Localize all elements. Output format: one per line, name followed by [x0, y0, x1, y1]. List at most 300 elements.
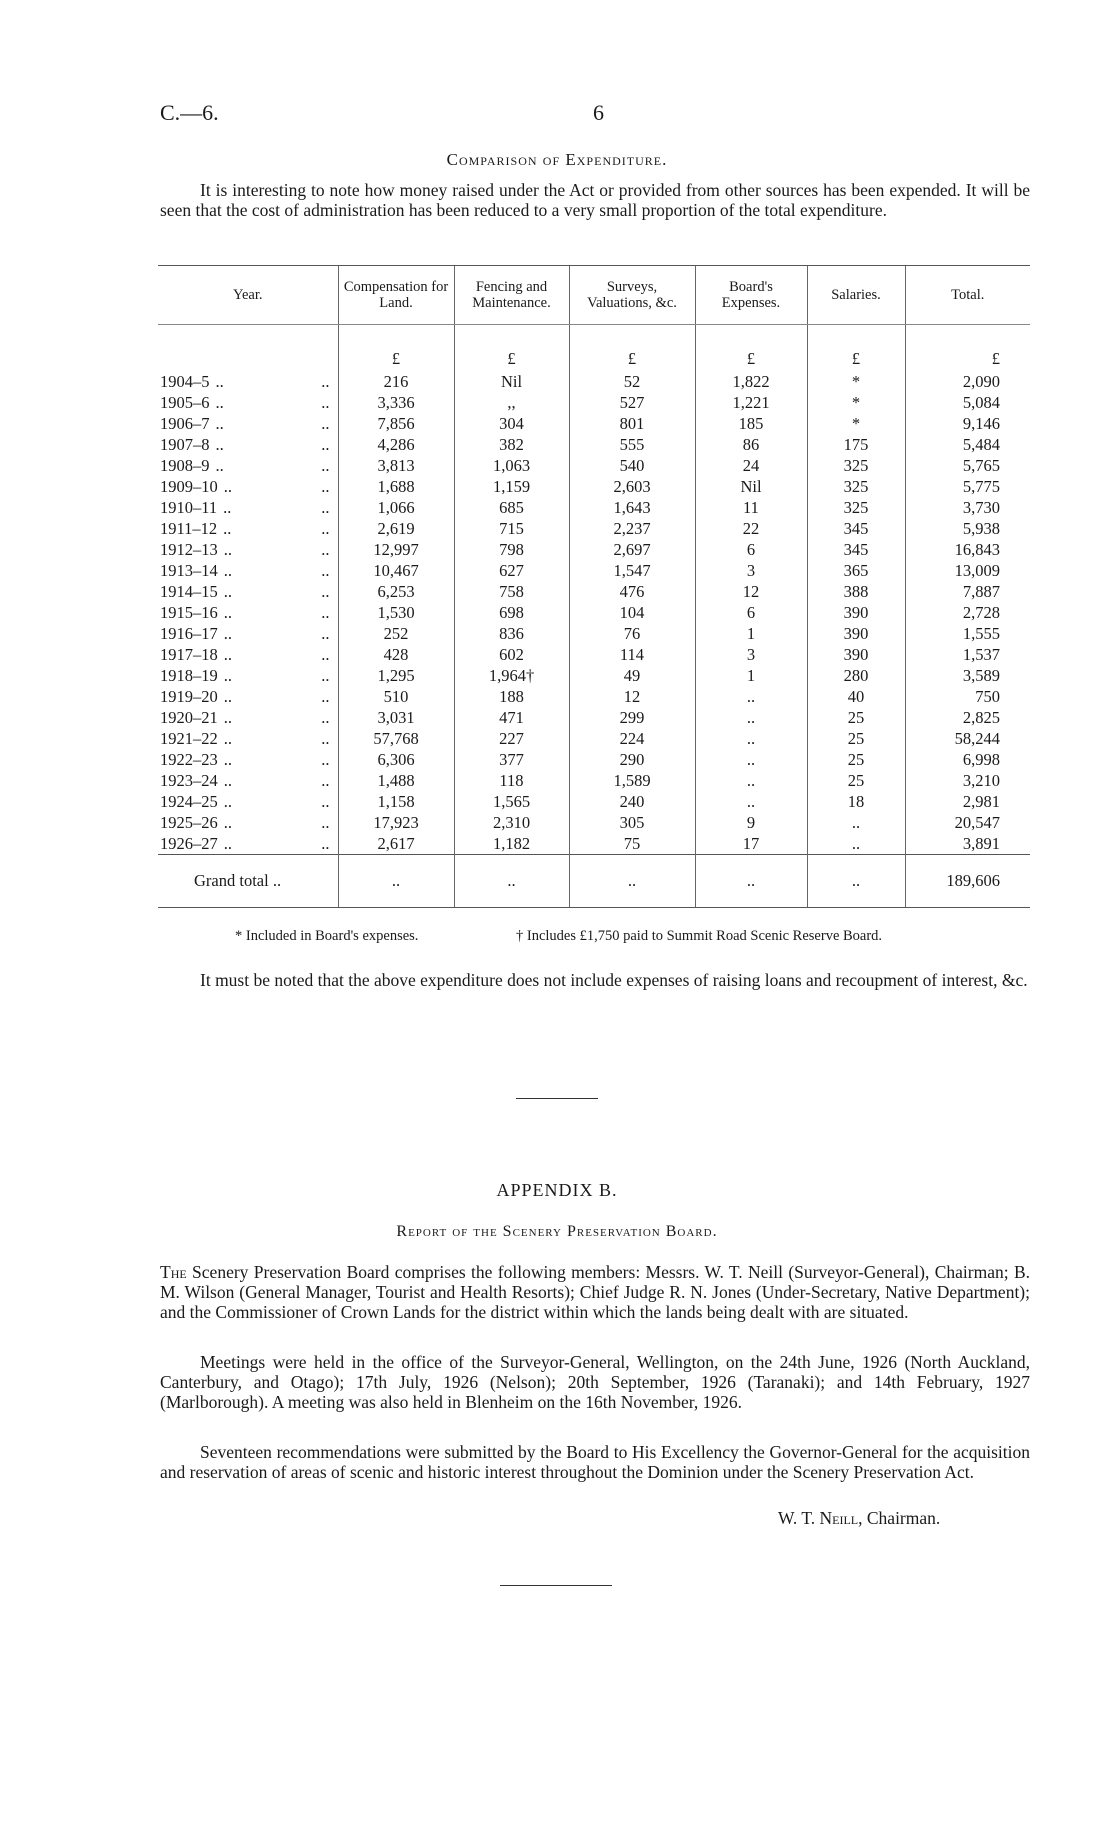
- surveys-cell: 75: [569, 833, 695, 855]
- year-label: 1922–23: [160, 749, 218, 769]
- year-label: 1916–17: [160, 623, 218, 643]
- compensation-cell: 252: [338, 623, 454, 644]
- total-cell: 5,765: [905, 455, 1030, 476]
- total-cell: 16,843: [905, 539, 1030, 560]
- table-row: [158, 728, 1030, 749]
- header-boards-expenses: Board's Expenses.: [695, 266, 807, 325]
- surveys-cell: 1,547: [569, 560, 695, 581]
- filler-dots: ..: [321, 728, 330, 748]
- table-row: [158, 371, 1030, 392]
- compensation-cell: 1,688: [338, 476, 454, 497]
- salaries-cell: 325: [807, 476, 905, 497]
- year-label: 1918–19: [160, 665, 218, 685]
- filler-dots: ..: [223, 518, 232, 538]
- compensation-cell: 57,768: [338, 728, 454, 749]
- filler-dots: ..: [807, 855, 905, 908]
- filler-dots: ..: [321, 665, 330, 685]
- document-reference: C.—6.: [160, 100, 219, 125]
- year-cell: [158, 665, 338, 686]
- fencing-cell: 471: [454, 707, 569, 728]
- year-label: 1923–24: [160, 770, 218, 790]
- header-compensation: Compensation for Land.: [338, 266, 454, 325]
- header-surveys: Surveys, Valuations, &c.: [569, 266, 695, 325]
- total-cell: 2,825: [905, 707, 1030, 728]
- page-number: 6: [593, 100, 604, 125]
- surveys-cell: 1,589: [569, 770, 695, 791]
- year-label: 1910–11: [160, 497, 218, 517]
- total-cell: 5,484: [905, 434, 1030, 455]
- salaries-cell: 280: [807, 665, 905, 686]
- table-row: [158, 770, 1030, 791]
- unit-cell: £: [695, 325, 807, 372]
- filler-dots: ..: [223, 644, 232, 664]
- year-cell: [158, 749, 338, 770]
- compensation-cell: 10,467: [338, 560, 454, 581]
- fencing-cell: 304: [454, 413, 569, 434]
- salaries-cell: 390: [807, 623, 905, 644]
- year-label: 1908–9: [160, 455, 210, 475]
- filler-dots: ..: [223, 476, 232, 496]
- year-cell: [158, 833, 338, 855]
- table-header-row: [158, 266, 1030, 325]
- total-cell: 9,146: [905, 413, 1030, 434]
- year-label: 1911–12: [160, 518, 218, 538]
- year-label: 1906–7: [160, 413, 210, 433]
- year-cell: [158, 560, 338, 581]
- boards-expenses-cell: 6: [695, 539, 807, 560]
- surveys-cell: 52: [569, 371, 695, 392]
- filler-dots: ..: [321, 770, 330, 790]
- surveys-cell: 540: [569, 455, 695, 476]
- filler-dots: ..: [454, 855, 569, 908]
- boards-expenses-cell: ..: [695, 791, 807, 812]
- salaries-cell: 388: [807, 581, 905, 602]
- appendix-paragraph-1: [160, 1262, 1030, 1322]
- filler-dots: ..: [223, 497, 232, 517]
- boards-expenses-cell: 12: [695, 581, 807, 602]
- total-cell: 2,090: [905, 371, 1030, 392]
- surveys-cell: 104: [569, 602, 695, 623]
- boards-expenses-cell: 1: [695, 623, 807, 644]
- compensation-cell: 2,617: [338, 833, 454, 855]
- filler-dots: ..: [223, 791, 232, 811]
- filler-dots: ..: [321, 455, 330, 475]
- paragraph-text: Meetings were held in the office of the Surveyor-General, Wellington, on the 24th June, 1926 (North Auckland, Canterbury, and Otago); 17th July, 1926 (Nelson); 20th September, 1926 (Taranaki); and 14th February, 1927 (Marlborough). A meeting was also held in Blenheim on the 16th November, 1926.: [160, 1352, 1030, 1412]
- filler-dots: ..: [321, 497, 330, 517]
- filler-dots: ..: [321, 644, 330, 664]
- unit-cell: £: [569, 325, 695, 372]
- unit-cell: [158, 325, 338, 372]
- fencing-cell: 2,310: [454, 812, 569, 833]
- filler-dots: ..: [321, 791, 330, 811]
- paragraph-text: Seventeen recommendations were submitted by the Board to His Excellency the Governor-General for the acquisition and reservation of areas of scenic and historic interest throughout the Dominion under the Scenery Preservation Act.: [160, 1442, 1030, 1482]
- total-cell: 3,210: [905, 770, 1030, 791]
- year-label: 1912–13: [160, 539, 218, 559]
- year-label: 1905–6: [160, 392, 210, 412]
- total-cell: 5,775: [905, 476, 1030, 497]
- header-total: Total.: [905, 266, 1030, 325]
- compensation-cell: 3,336: [338, 392, 454, 413]
- boards-expenses-cell: 9: [695, 812, 807, 833]
- total-cell: 1,555: [905, 623, 1030, 644]
- fencing-cell: 1,182: [454, 833, 569, 855]
- total-cell: 6,998: [905, 749, 1030, 770]
- table-row: [158, 455, 1030, 476]
- year-label: 1913–14: [160, 560, 218, 580]
- signature: [778, 1508, 940, 1529]
- compensation-cell: 3,031: [338, 707, 454, 728]
- boards-expenses-cell: 3: [695, 644, 807, 665]
- year-label: 1909–10: [160, 476, 218, 496]
- end-rule: [500, 1585, 612, 1586]
- compensation-cell: 2,619: [338, 518, 454, 539]
- year-cell: [158, 707, 338, 728]
- compensation-cell: 1,295: [338, 665, 454, 686]
- fencing-cell: 798: [454, 539, 569, 560]
- filler-dots: ..: [223, 770, 232, 790]
- boards-expenses-cell: 1,822: [695, 371, 807, 392]
- filler-dots: ..: [223, 812, 232, 832]
- surveys-cell: 2,697: [569, 539, 695, 560]
- table-row: [158, 476, 1030, 497]
- filler-dots: ..: [223, 749, 232, 769]
- year-cell: [158, 728, 338, 749]
- salaries-cell: 25: [807, 749, 905, 770]
- boards-expenses-cell: ..: [695, 770, 807, 791]
- salaries-cell: ..: [807, 833, 905, 855]
- table-row: [158, 434, 1030, 455]
- year-cell: [158, 539, 338, 560]
- fencing-cell: 1,159: [454, 476, 569, 497]
- signature-initials: W. T.: [778, 1508, 816, 1528]
- compensation-cell: 3,813: [338, 455, 454, 476]
- salaries-cell: 40: [807, 686, 905, 707]
- salaries-cell: 175: [807, 434, 905, 455]
- unit-cell: £: [905, 325, 1030, 372]
- boards-expenses-cell: ..: [695, 686, 807, 707]
- year-cell: [158, 413, 338, 434]
- table-row: [158, 581, 1030, 602]
- header-salaries: Salaries.: [807, 266, 905, 325]
- year-cell: [158, 623, 338, 644]
- year-cell: [158, 497, 338, 518]
- fencing-cell: 227: [454, 728, 569, 749]
- salaries-cell: 325: [807, 455, 905, 476]
- fencing-cell: 836: [454, 623, 569, 644]
- surveys-cell: 290: [569, 749, 695, 770]
- filler-dots: ..: [321, 560, 330, 580]
- compensation-cell: 4,286: [338, 434, 454, 455]
- filler-dots: ..: [321, 686, 330, 706]
- salaries-cell: 345: [807, 518, 905, 539]
- filler-dots: ..: [272, 871, 282, 890]
- compensation-cell: 1,488: [338, 770, 454, 791]
- filler-dots: ..: [215, 434, 224, 454]
- fencing-cell: 377: [454, 749, 569, 770]
- year-cell: [158, 791, 338, 812]
- compensation-cell: 1,066: [338, 497, 454, 518]
- compensation-cell: 17,923: [338, 812, 454, 833]
- filler-dots: ..: [321, 518, 330, 538]
- salaries-cell: 25: [807, 728, 905, 749]
- boards-expenses-cell: 11: [695, 497, 807, 518]
- grand-total-value: 189,606: [905, 855, 1030, 908]
- table-row: [158, 602, 1030, 623]
- compensation-cell: 428: [338, 644, 454, 665]
- compensation-cell: 1,158: [338, 791, 454, 812]
- total-cell: 5,938: [905, 518, 1030, 539]
- appendix-paragraph-3: [160, 1442, 1030, 1482]
- report-title: Report of the Scenery Preservation Board.: [396, 1223, 718, 1240]
- filler-dots: ..: [223, 623, 232, 643]
- compensation-cell: 216: [338, 371, 454, 392]
- filler-dots: ..: [223, 686, 232, 706]
- surveys-cell: 801: [569, 413, 695, 434]
- year-cell: [158, 686, 338, 707]
- total-cell: 58,244: [905, 728, 1030, 749]
- paragraph-lead-word: The: [160, 1262, 187, 1282]
- table-row: [158, 644, 1030, 665]
- year-label: 1925–26: [160, 812, 218, 832]
- appendix-paragraph-2: [160, 1352, 1030, 1412]
- header-fencing: Fencing and Maintenance.: [454, 266, 569, 325]
- filler-dots: ..: [321, 812, 330, 832]
- table-row: [158, 686, 1030, 707]
- total-cell: 3,589: [905, 665, 1030, 686]
- filler-dots: ..: [321, 749, 330, 769]
- year-label: 1915–16: [160, 602, 218, 622]
- table-row: [158, 413, 1030, 434]
- total-cell: 2,981: [905, 791, 1030, 812]
- filler-dots: ..: [223, 833, 232, 853]
- boards-expenses-cell: 86: [695, 434, 807, 455]
- year-cell: [158, 434, 338, 455]
- year-label: 1919–20: [160, 686, 218, 706]
- header-year: Year.: [158, 266, 338, 325]
- filler-dots: ..: [215, 392, 224, 412]
- salaries-cell: 365: [807, 560, 905, 581]
- salaries-cell: 390: [807, 644, 905, 665]
- filler-dots: ..: [223, 665, 232, 685]
- boards-expenses-cell: 6: [695, 602, 807, 623]
- salaries-cell: 325: [807, 497, 905, 518]
- year-cell: [158, 371, 338, 392]
- total-cell: 13,009: [905, 560, 1030, 581]
- note-paragraph: [160, 970, 1030, 990]
- table-row: [158, 518, 1030, 539]
- fencing-cell: 382: [454, 434, 569, 455]
- salaries-cell: *: [807, 371, 905, 392]
- section-title: Comparison of Expenditure.: [446, 150, 668, 169]
- salaries-cell: 25: [807, 707, 905, 728]
- boards-expenses-cell: 3: [695, 560, 807, 581]
- salaries-cell: ..: [807, 812, 905, 833]
- fencing-cell: ,,: [454, 392, 569, 413]
- fencing-cell: 118: [454, 770, 569, 791]
- filler-dots: ..: [215, 413, 224, 433]
- surveys-cell: 224: [569, 728, 695, 749]
- compensation-cell: 6,306: [338, 749, 454, 770]
- filler-dots: ..: [223, 728, 232, 748]
- surveys-cell: 1,643: [569, 497, 695, 518]
- grand-total-label: [158, 855, 338, 908]
- year-cell: [158, 581, 338, 602]
- year-cell: [158, 392, 338, 413]
- year-cell: [158, 455, 338, 476]
- salaries-cell: 390: [807, 602, 905, 623]
- intro-text: It is interesting to note how money raised under the Act or provided from other sources has been expended. It will be seen that the cost of administration has been reduced to a very small proportion of the total expenditure.: [160, 180, 1030, 220]
- salaries-cell: 25: [807, 770, 905, 791]
- total-cell: 2,728: [905, 602, 1030, 623]
- filler-dots: ..: [321, 476, 330, 496]
- filler-dots: ..: [223, 539, 232, 559]
- year-cell: [158, 518, 338, 539]
- filler-dots: ..: [321, 434, 330, 454]
- surveys-cell: 299: [569, 707, 695, 728]
- filler-dots: ..: [321, 602, 330, 622]
- fencing-cell: 1,565: [454, 791, 569, 812]
- footnote-dagger: † Includes £1,750 paid to Summit Road Scenic Reserve Board.: [516, 928, 883, 944]
- surveys-cell: 305: [569, 812, 695, 833]
- table-row: [158, 560, 1030, 581]
- paragraph-text: Scenery Preservation Board comprises the following members: Messrs. W. T. Neill (Surveyor-General), Chairman; B. M. Wilson (General Manager, Tourist and Health Resorts); Chief Judge R. N. Jones (Under-Secretary, Native Department); and the Commissioner of Crown Lands for the district within which the lands being dealt with are situated.: [160, 1262, 1030, 1322]
- year-label: 1921–22: [160, 728, 218, 748]
- surveys-cell: 114: [569, 644, 695, 665]
- compensation-cell: 7,856: [338, 413, 454, 434]
- unit-cell: £: [454, 325, 569, 372]
- salaries-cell: *: [807, 413, 905, 434]
- surveys-cell: 240: [569, 791, 695, 812]
- surveys-cell: 555: [569, 434, 695, 455]
- footnote-asterisk: * Included in Board's expenses.: [235, 928, 419, 944]
- compensation-cell: 6,253: [338, 581, 454, 602]
- surveys-cell: 527: [569, 392, 695, 413]
- filler-dots: ..: [695, 855, 807, 908]
- table-row: [158, 497, 1030, 518]
- surveys-cell: 2,237: [569, 518, 695, 539]
- boards-expenses-cell: 22: [695, 518, 807, 539]
- filler-dots: ..: [321, 833, 330, 853]
- filler-dots: ..: [321, 392, 330, 412]
- year-cell: [158, 602, 338, 623]
- table-row: [158, 812, 1030, 833]
- fencing-cell: 188: [454, 686, 569, 707]
- expenditure-table: [158, 265, 1030, 908]
- total-cell: 750: [905, 686, 1030, 707]
- surveys-cell: 49: [569, 665, 695, 686]
- boards-expenses-cell: 185: [695, 413, 807, 434]
- intro-paragraph: [160, 180, 1030, 220]
- table-row: [158, 749, 1030, 770]
- table-row: [158, 707, 1030, 728]
- boards-expenses-cell: 17: [695, 833, 807, 855]
- signature-name: Neill,: [819, 1508, 863, 1528]
- year-label: 1920–21: [160, 707, 218, 727]
- filler-dots: ..: [321, 707, 330, 727]
- compensation-cell: 1,530: [338, 602, 454, 623]
- filler-dots: ..: [223, 560, 232, 580]
- total-cell: 5,084: [905, 392, 1030, 413]
- fencing-cell: 1,964†: [454, 665, 569, 686]
- unit-cell: £: [807, 325, 905, 372]
- salaries-cell: 345: [807, 539, 905, 560]
- compensation-cell: 510: [338, 686, 454, 707]
- fencing-cell: 758: [454, 581, 569, 602]
- total-cell: 7,887: [905, 581, 1030, 602]
- total-cell: 1,537: [905, 644, 1030, 665]
- boards-expenses-cell: ..: [695, 707, 807, 728]
- table-row: [158, 833, 1030, 855]
- year-label: 1917–18: [160, 644, 218, 664]
- unit-cell: £: [338, 325, 454, 372]
- boards-expenses-cell: 1,221: [695, 392, 807, 413]
- year-cell: [158, 812, 338, 833]
- filler-dots: ..: [338, 855, 454, 908]
- year-cell: [158, 644, 338, 665]
- table-row: [158, 623, 1030, 644]
- year-label: 1904–5: [160, 371, 210, 391]
- table-row: [158, 791, 1030, 812]
- year-cell: [158, 476, 338, 497]
- total-cell: 20,547: [905, 812, 1030, 833]
- total-cell: 3,730: [905, 497, 1030, 518]
- fencing-cell: 715: [454, 518, 569, 539]
- divider-rule: [516, 1098, 598, 1099]
- filler-dots: ..: [321, 539, 330, 559]
- salaries-cell: *: [807, 392, 905, 413]
- boards-expenses-cell: ..: [695, 728, 807, 749]
- fencing-cell: 627: [454, 560, 569, 581]
- filler-dots: ..: [223, 602, 232, 622]
- filler-dots: ..: [215, 455, 224, 475]
- fencing-cell: 685: [454, 497, 569, 518]
- table-row: [158, 665, 1030, 686]
- boards-expenses-cell: 1: [695, 665, 807, 686]
- fencing-cell: 698: [454, 602, 569, 623]
- units-row: [158, 325, 1030, 372]
- total-cell: 3,891: [905, 833, 1030, 855]
- boards-expenses-cell: 24: [695, 455, 807, 476]
- fencing-cell: Nil: [454, 371, 569, 392]
- surveys-cell: 476: [569, 581, 695, 602]
- surveys-cell: 12: [569, 686, 695, 707]
- filler-dots: ..: [321, 623, 330, 643]
- year-label: 1907–8: [160, 434, 210, 454]
- grand-total-label-text: Grand total: [194, 871, 269, 890]
- note-text: It must be noted that the above expenditure does not include expenses of raising loans and recoupment of interest, &c.: [200, 970, 1028, 990]
- year-label: 1914–15: [160, 581, 218, 601]
- fencing-cell: 602: [454, 644, 569, 665]
- surveys-cell: 2,603: [569, 476, 695, 497]
- signature-title: Chairman.: [866, 1508, 941, 1528]
- filler-dots: ..: [321, 581, 330, 601]
- salaries-cell: 18: [807, 791, 905, 812]
- year-cell: [158, 770, 338, 791]
- appendix-title: APPENDIX B.: [496, 1180, 618, 1200]
- filler-dots: ..: [569, 855, 695, 908]
- table-row: [158, 392, 1030, 413]
- filler-dots: ..: [215, 371, 224, 391]
- surveys-cell: 76: [569, 623, 695, 644]
- filler-dots: ..: [223, 707, 232, 727]
- year-label: 1926–27: [160, 833, 218, 853]
- fencing-cell: 1,063: [454, 455, 569, 476]
- compensation-cell: 12,997: [338, 539, 454, 560]
- filler-dots: ..: [321, 371, 330, 391]
- boards-expenses-cell: Nil: [695, 476, 807, 497]
- filler-dots: ..: [223, 581, 232, 601]
- year-label: 1924–25: [160, 791, 218, 811]
